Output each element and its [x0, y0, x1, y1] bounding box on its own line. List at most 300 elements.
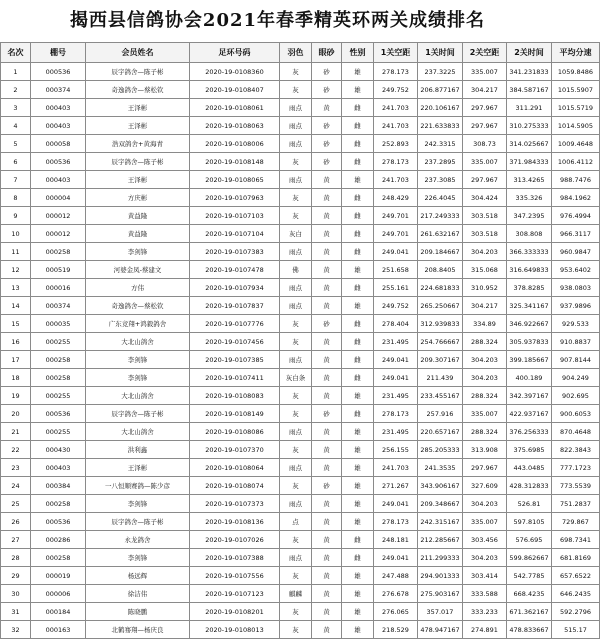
- cell-eye-sand: 黄: [312, 603, 342, 621]
- cell-member-name: 大北山鸽舍: [86, 333, 190, 351]
- cell-rank: 5: [1, 135, 31, 153]
- cell-stage1-distance: 248.429: [374, 189, 418, 207]
- cell-average-speed: 904.249: [552, 369, 600, 387]
- cell-rank: 14: [1, 297, 31, 315]
- table-row: [1, 477, 600, 495]
- table-row: [1, 297, 600, 315]
- cell-stage1-distance: 249.752: [374, 297, 418, 315]
- table-row: [1, 495, 600, 513]
- cell-stage1-time: 275.903167: [418, 585, 463, 603]
- table-row: [1, 135, 600, 153]
- cell-eye-sand: 黄: [312, 171, 342, 189]
- cell-eye-sand: 黄: [312, 333, 342, 351]
- cell-ring-number: 2020-19-0107934: [190, 279, 280, 297]
- cell-loft-id: 000536: [31, 513, 86, 531]
- cell-member-name: 方伟: [86, 279, 190, 297]
- cell-stage1-time: 206.877167: [418, 81, 463, 99]
- cell-stage1-distance: 247.488: [374, 567, 418, 585]
- cell-rank: 8: [1, 189, 31, 207]
- cell-stage2-time: 597.8105: [507, 513, 552, 531]
- cell-eye-sand: 黄: [312, 261, 342, 279]
- cell-stage2-time: 305.937833: [507, 333, 552, 351]
- cell-member-name: 辰宇鸽舍—陈子彬: [86, 63, 190, 81]
- cell-member-name: 辰宇鸽舍—陈子彬: [86, 405, 190, 423]
- header-stage2-distance: 2关空距: [463, 43, 507, 63]
- cell-eye-sand: 黄: [312, 225, 342, 243]
- cell-member-name: 洪利鑫: [86, 441, 190, 459]
- cell-stage2-time: 376.256333: [507, 423, 552, 441]
- cell-stage2-distance: 335.007: [463, 153, 507, 171]
- table-row: [1, 567, 600, 585]
- cell-member-name: 李剑锋: [86, 369, 190, 387]
- header-stage1-time: 1关时间: [418, 43, 463, 63]
- cell-member-name: 黄益隆: [86, 225, 190, 243]
- cell-feather-color: 雨点: [280, 297, 312, 315]
- cell-stage1-distance: 256.155: [374, 441, 418, 459]
- cell-average-speed: 515.17: [552, 621, 600, 639]
- cell-feather-color: 灰: [280, 567, 312, 585]
- cell-stage1-distance: 241.703: [374, 117, 418, 135]
- cell-member-name: 王泽彬: [86, 171, 190, 189]
- header-sex: 性别: [342, 43, 374, 63]
- cell-stage2-distance: 304.203: [463, 369, 507, 387]
- cell-loft-id: 000255: [31, 387, 86, 405]
- cell-stage2-distance: 297.967: [463, 459, 507, 477]
- cell-stage1-distance: 278.404: [374, 315, 418, 333]
- cell-average-speed: 751.2837: [552, 495, 600, 513]
- cell-stage2-time: 671.362167: [507, 603, 552, 621]
- cell-ring-number: 2020-19-0108061: [190, 99, 280, 117]
- cell-stage2-distance: 304.203: [463, 495, 507, 513]
- cell-average-speed: 1006.4112: [552, 153, 600, 171]
- cell-stage2-distance: 335.007: [463, 63, 507, 81]
- cell-eye-sand: 黄: [312, 621, 342, 639]
- cell-stage2-distance: 333.588: [463, 585, 507, 603]
- cell-loft-id: 000035: [31, 315, 86, 333]
- cell-rank: 16: [1, 333, 31, 351]
- cell-eye-sand: 砂: [312, 315, 342, 333]
- cell-stage1-distance: 241.703: [374, 99, 418, 117]
- cell-stage2-distance: 313.908: [463, 441, 507, 459]
- cell-stage1-time: 237.2895: [418, 153, 463, 171]
- cell-feather-color: 雨点: [280, 135, 312, 153]
- cell-rank: 3: [1, 99, 31, 117]
- cell-stage1-distance: 249.041: [374, 351, 418, 369]
- cell-average-speed: 902.695: [552, 387, 600, 405]
- cell-member-name: 奇逸鸽舍—蔡松钦: [86, 297, 190, 315]
- cell-sex: 雄: [342, 585, 374, 603]
- cell-stage2-time: 668.4235: [507, 585, 552, 603]
- cell-ring-number: 2020-19-0107388: [190, 549, 280, 567]
- cell-stage2-time: 314.025667: [507, 135, 552, 153]
- cell-member-name: 李剑锋: [86, 243, 190, 261]
- cell-stage2-distance: 304.424: [463, 189, 507, 207]
- cell-rank: 29: [1, 567, 31, 585]
- cell-rank: 17: [1, 351, 31, 369]
- cell-member-name: 河婆金凤-蔡建文: [86, 261, 190, 279]
- cell-stage2-time: 428.312833: [507, 477, 552, 495]
- cell-rank: 13: [1, 279, 31, 297]
- cell-member-name: 辰宇鸽舍—陈子彬: [86, 153, 190, 171]
- cell-feather-color: 雨点: [280, 351, 312, 369]
- cell-stage1-time: 257.916: [418, 405, 463, 423]
- cell-ring-number: 2020-19-0108360: [190, 63, 280, 81]
- cell-sex: 雌: [342, 207, 374, 225]
- header-eye-sand: 眼砂: [312, 43, 342, 63]
- table-row: [1, 351, 600, 369]
- cell-stage2-distance: 297.967: [463, 171, 507, 189]
- cell-member-name: 广东竞翔+鸿毅鸽舍: [86, 315, 190, 333]
- cell-stage1-time: 212.285667: [418, 531, 463, 549]
- cell-average-speed: 937.9896: [552, 297, 600, 315]
- cell-feather-color: 雨点: [280, 279, 312, 297]
- cell-ring-number: 2020-19-0108064: [190, 459, 280, 477]
- cell-stage2-distance: 303.414: [463, 567, 507, 585]
- cell-stage2-time: 400.189: [507, 369, 552, 387]
- cell-eye-sand: 黄: [312, 423, 342, 441]
- cell-member-name: 李剑锋: [86, 549, 190, 567]
- table-row: [1, 585, 600, 603]
- cell-stage2-distance: 303.456: [463, 531, 507, 549]
- cell-stage2-distance: 288.324: [463, 333, 507, 351]
- cell-sex: 雄: [342, 441, 374, 459]
- cell-stage2-time: 342.397167: [507, 387, 552, 405]
- cell-stage1-distance: 278.173: [374, 513, 418, 531]
- cell-rank: 12: [1, 261, 31, 279]
- cell-loft-id: 000536: [31, 405, 86, 423]
- cell-stage1-time: 211.299333: [418, 549, 463, 567]
- cell-eye-sand: 黄: [312, 243, 342, 261]
- cell-rank: 31: [1, 603, 31, 621]
- cell-stage1-time: 211.439: [418, 369, 463, 387]
- cell-sex: 雄: [342, 261, 374, 279]
- cell-stage2-time: 346.922667: [507, 315, 552, 333]
- cell-member-name: 方庆彬: [86, 189, 190, 207]
- cell-stage1-time: 265.250667: [418, 297, 463, 315]
- cell-sex: 雌: [342, 333, 374, 351]
- cell-stage2-distance: 297.967: [463, 117, 507, 135]
- cell-ring-number: 2020-19-0107776: [190, 315, 280, 333]
- cell-loft-id: 000255: [31, 423, 86, 441]
- cell-ring-number: 2020-19-0108083: [190, 387, 280, 405]
- cell-stage2-time: 478.833667: [507, 621, 552, 639]
- cell-eye-sand: 黄: [312, 207, 342, 225]
- cell-stage1-distance: 251.658: [374, 261, 418, 279]
- cell-stage1-time: 217.249333: [418, 207, 463, 225]
- cell-loft-id: 000012: [31, 207, 86, 225]
- header-average-speed: 平均分速: [552, 43, 600, 63]
- cell-stage2-distance: 333.233: [463, 603, 507, 621]
- cell-stage2-time: 599.862667: [507, 549, 552, 567]
- cell-sex: 雌: [342, 135, 374, 153]
- cell-feather-color: 雨点: [280, 495, 312, 513]
- cell-loft-id: 000403: [31, 171, 86, 189]
- cell-average-speed: 984.1962: [552, 189, 600, 207]
- cell-feather-color: 灰白条: [280, 369, 312, 387]
- cell-feather-color: 灰: [280, 153, 312, 171]
- cell-loft-id: 000286: [31, 531, 86, 549]
- cell-ring-number: 2020-19-0108074: [190, 477, 280, 495]
- cell-average-speed: 773.5539: [552, 477, 600, 495]
- cell-stage1-distance: 276.678: [374, 585, 418, 603]
- cell-rank: 1: [1, 63, 31, 81]
- cell-stage2-distance: 308.73: [463, 135, 507, 153]
- header-ring-number: 足环号码: [190, 43, 280, 63]
- cell-member-name: 王泽彬: [86, 99, 190, 117]
- cell-stage2-time: 316.649833: [507, 261, 552, 279]
- cell-average-speed: 953.6402: [552, 261, 600, 279]
- cell-member-name: 大北山鸽舍: [86, 423, 190, 441]
- cell-stage2-distance: 304.203: [463, 243, 507, 261]
- cell-rank: 7: [1, 171, 31, 189]
- cell-rank: 4: [1, 117, 31, 135]
- page-title: 揭西县信鸽协会2021年春季精英环两关成绩排名: [69, 10, 486, 31]
- cell-average-speed: 900.6053: [552, 405, 600, 423]
- cell-loft-id: 000019: [31, 567, 86, 585]
- cell-sex: 雌: [342, 243, 374, 261]
- cell-stage1-time: 237.3085: [418, 171, 463, 189]
- cell-sex: 雌: [342, 279, 374, 297]
- cell-eye-sand: 黄: [312, 531, 342, 549]
- cell-feather-color: 雨点: [280, 99, 312, 117]
- cell-ring-number: 2020-19-0107383: [190, 243, 280, 261]
- cell-feather-color: 灰: [280, 441, 312, 459]
- cell-feather-color: 灰: [280, 531, 312, 549]
- table-row: [1, 531, 600, 549]
- cell-stage1-time: 224.681833: [418, 279, 463, 297]
- cell-feather-color: 灰: [280, 621, 312, 639]
- cell-stage2-time: 422.937167: [507, 405, 552, 423]
- cell-rank: 6: [1, 153, 31, 171]
- cell-ring-number: 2020-19-0107837: [190, 297, 280, 315]
- cell-loft-id: 000536: [31, 63, 86, 81]
- table-row: [1, 405, 600, 423]
- cell-loft-id: 000258: [31, 243, 86, 261]
- cell-rank: 25: [1, 495, 31, 513]
- cell-eye-sand: 砂: [312, 135, 342, 153]
- cell-stage2-distance: 335.007: [463, 513, 507, 531]
- cell-ring-number: 2020-19-0107104: [190, 225, 280, 243]
- cell-member-name: 李剑锋: [86, 351, 190, 369]
- cell-stage2-distance: 288.324: [463, 387, 507, 405]
- cell-eye-sand: 黄: [312, 351, 342, 369]
- header-stage2-time: 2关时间: [507, 43, 552, 63]
- table-row: [1, 153, 600, 171]
- cell-loft-id: 000163: [31, 621, 86, 639]
- cell-stage1-time: 221.633833: [418, 117, 463, 135]
- cell-member-name: 辰宇鸽舍—陈子彬: [86, 513, 190, 531]
- cell-stage1-distance: 278.173: [374, 63, 418, 81]
- cell-ring-number: 2020-19-0108201: [190, 603, 280, 621]
- cell-stage1-time: 261.632167: [418, 225, 463, 243]
- cell-average-speed: 777.1723: [552, 459, 600, 477]
- cell-sex: 雄: [342, 297, 374, 315]
- header-stage1-distance: 1关空距: [374, 43, 418, 63]
- cell-loft-id: 000012: [31, 225, 86, 243]
- cell-sex: 雌: [342, 405, 374, 423]
- cell-stage1-time: 254.766667: [418, 333, 463, 351]
- cell-stage2-distance: 335.007: [463, 405, 507, 423]
- cell-ring-number: 2020-19-0108013: [190, 621, 280, 639]
- cell-eye-sand: 砂: [312, 153, 342, 171]
- cell-stage1-time: 237.3225: [418, 63, 463, 81]
- cell-stage1-distance: 276.065: [374, 603, 418, 621]
- cell-ring-number: 2020-19-0107963: [190, 189, 280, 207]
- cell-rank: 10: [1, 225, 31, 243]
- cell-sex: 雄: [342, 513, 374, 531]
- cell-sex: 雌: [342, 117, 374, 135]
- cell-eye-sand: 黄: [312, 567, 342, 585]
- cell-stage1-time: 241.3535: [418, 459, 463, 477]
- cell-stage2-distance: 304.203: [463, 549, 507, 567]
- table-row: [1, 513, 600, 531]
- cell-ring-number: 2020-19-0107385: [190, 351, 280, 369]
- cell-sex: 雄: [342, 81, 374, 99]
- cell-feather-color: 灰白: [280, 225, 312, 243]
- header-loft-id: 棚号: [31, 43, 86, 63]
- cell-sex: 雄: [342, 459, 374, 477]
- cell-stage2-time: 308.808: [507, 225, 552, 243]
- cell-stage1-distance: 255.161: [374, 279, 418, 297]
- cell-eye-sand: 黄: [312, 297, 342, 315]
- cell-stage1-time: 220.657167: [418, 423, 463, 441]
- cell-rank: 26: [1, 513, 31, 531]
- cell-sex: 雄: [342, 63, 374, 81]
- cell-sex: 雌: [342, 369, 374, 387]
- cell-stage2-time: 399.185667: [507, 351, 552, 369]
- cell-average-speed: 681.8169: [552, 549, 600, 567]
- cell-ring-number: 2020-19-0108136: [190, 513, 280, 531]
- cell-loft-id: 000384: [31, 477, 86, 495]
- cell-loft-id: 000058: [31, 135, 86, 153]
- table-row: [1, 171, 600, 189]
- cell-ring-number: 2020-19-0107026: [190, 531, 280, 549]
- cell-stage1-time: 343.906167: [418, 477, 463, 495]
- cell-stage2-distance: 304.217: [463, 297, 507, 315]
- cell-loft-id: 000016: [31, 279, 86, 297]
- cell-average-speed: 1059.8486: [552, 63, 600, 81]
- cell-stage2-distance: 288.324: [463, 423, 507, 441]
- cell-stage1-distance: 249.752: [374, 81, 418, 99]
- cell-ring-number: 2020-19-0107556: [190, 567, 280, 585]
- cell-sex: 雌: [342, 99, 374, 117]
- cell-eye-sand: 黄: [312, 279, 342, 297]
- cell-sex: 雄: [342, 423, 374, 441]
- cell-average-speed: 592.2796: [552, 603, 600, 621]
- cell-stage1-distance: 249.041: [374, 243, 418, 261]
- cell-stage1-distance: 248.181: [374, 531, 418, 549]
- cell-ring-number: 2020-19-0107103: [190, 207, 280, 225]
- cell-feather-color: 灰: [280, 405, 312, 423]
- cell-member-name: 一八恒顺赛鸽—陈少彦: [86, 477, 190, 495]
- cell-stage2-distance: 303.518: [463, 225, 507, 243]
- cell-rank: 20: [1, 405, 31, 423]
- cell-stage1-distance: 231.495: [374, 387, 418, 405]
- cell-stage1-time: 209.348667: [418, 495, 463, 513]
- cell-member-name: 北鹤骞翔—杨庆良: [86, 621, 190, 639]
- header-rank: 名次: [1, 43, 31, 63]
- cell-average-speed: 1009.4648: [552, 135, 600, 153]
- cell-rank: 24: [1, 477, 31, 495]
- cell-loft-id: 000374: [31, 81, 86, 99]
- cell-feather-color: 灰: [280, 477, 312, 495]
- cell-ring-number: 2020-19-0107123: [190, 585, 280, 603]
- cell-average-speed: 698.7341: [552, 531, 600, 549]
- cell-stage2-time: 366.333333: [507, 243, 552, 261]
- cell-ring-number: 2020-19-0108063: [190, 117, 280, 135]
- cell-stage1-distance: 241.703: [374, 171, 418, 189]
- cell-loft-id: 000536: [31, 153, 86, 171]
- cell-stage1-time: 209.184667: [418, 243, 463, 261]
- cell-rank: 9: [1, 207, 31, 225]
- cell-stage1-time: 285.205333: [418, 441, 463, 459]
- cell-feather-color: 灰: [280, 81, 312, 99]
- cell-stage1-time: 226.4045: [418, 189, 463, 207]
- cell-stage2-distance: 297.967: [463, 99, 507, 117]
- cell-average-speed: 910.8837: [552, 333, 600, 351]
- cell-stage2-distance: 304.217: [463, 81, 507, 99]
- cell-rank: 19: [1, 387, 31, 405]
- cell-loft-id: 000258: [31, 495, 86, 513]
- cell-member-name: 黄益隆: [86, 207, 190, 225]
- table-row: [1, 369, 600, 387]
- cell-stage1-distance: 249.041: [374, 549, 418, 567]
- cell-ring-number: 2020-19-0108065: [190, 171, 280, 189]
- table-row: [1, 243, 600, 261]
- cell-member-name: 永龙鸽舍: [86, 531, 190, 549]
- cell-eye-sand: 砂: [312, 63, 342, 81]
- cell-average-speed: 988.7476: [552, 171, 600, 189]
- cell-sex: 雌: [342, 531, 374, 549]
- cell-average-speed: 966.3117: [552, 225, 600, 243]
- cell-stage1-distance: 271.267: [374, 477, 418, 495]
- cell-ring-number: 2020-19-0107456: [190, 333, 280, 351]
- cell-stage2-time: 335.326: [507, 189, 552, 207]
- cell-average-speed: 657.6522: [552, 567, 600, 585]
- cell-loft-id: 000374: [31, 297, 86, 315]
- cell-eye-sand: 黄: [312, 549, 342, 567]
- cell-member-name: 王泽彬: [86, 117, 190, 135]
- cell-stage2-distance: 274.891: [463, 621, 507, 639]
- cell-stage2-time: 526.81: [507, 495, 552, 513]
- cell-rank: 28: [1, 549, 31, 567]
- cell-stage2-distance: 315.068: [463, 261, 507, 279]
- cell-eye-sand: 黄: [312, 99, 342, 117]
- cell-stage2-time: 341.231833: [507, 63, 552, 81]
- cell-loft-id: 000004: [31, 189, 86, 207]
- cell-average-speed: 1015.5907: [552, 81, 600, 99]
- table-row: [1, 333, 600, 351]
- cell-sex: 雄: [342, 387, 374, 405]
- cell-eye-sand: 砂: [312, 81, 342, 99]
- cell-sex: 雄: [342, 171, 374, 189]
- cell-sex: 雌: [342, 351, 374, 369]
- cell-stage2-time: 310.275333: [507, 117, 552, 135]
- cell-stage2-distance: 303.518: [463, 207, 507, 225]
- cell-sex: 雌: [342, 549, 374, 567]
- cell-rank: 30: [1, 585, 31, 603]
- cell-loft-id: 000403: [31, 99, 86, 117]
- cell-average-speed: 729.867: [552, 513, 600, 531]
- cell-feather-color: 佛: [280, 261, 312, 279]
- cell-stage1-time: 478.947167: [418, 621, 463, 639]
- cell-feather-color: 点: [280, 513, 312, 531]
- cell-stage2-time: 313.4265: [507, 171, 552, 189]
- cell-rank: 32: [1, 621, 31, 639]
- cell-member-name: 陈晓鹏: [86, 603, 190, 621]
- cell-feather-color: 灰: [280, 207, 312, 225]
- cell-loft-id: 000403: [31, 459, 86, 477]
